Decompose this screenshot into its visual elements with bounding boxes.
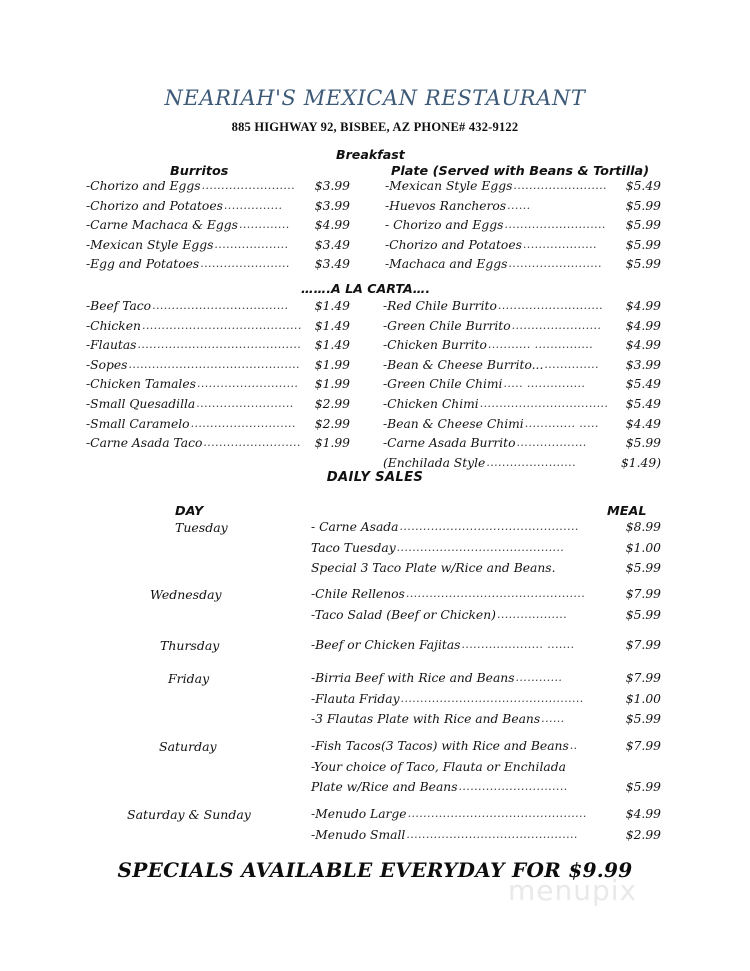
menu-item-name: -Small Quesadilla [86,396,196,411]
menu-item-price: $5.99 [625,561,661,575]
page-title: NEARIAH'S MEXICAN RESTAURANT [164,86,586,110]
dot-leader: .............................................. [407,807,587,820]
daily-sales-meal-block [311,739,661,801]
menu-item-name: -3 Flautas Plate with Rice and Beans [311,712,541,726]
menu-item-price: $5.99 [625,198,661,213]
daily-sales-meal-block [311,671,661,733]
dot-leader: ............................................ [406,827,578,841]
menu-item-name: -Red Chile Burrito [383,299,497,313]
menu-item-name: -Mexican Style Eggs [385,179,513,193]
dot-leader: ..................... ....... [461,638,575,651]
menu-item-row [311,587,661,608]
menu-item-price: $3.49 [314,237,350,252]
menu-item-name: Taco Tuesday [311,540,396,555]
menu-item-price: $3.99 [625,357,661,372]
menu-item-row [311,638,661,659]
menu-item-price: $1.00 [625,691,661,706]
menu-item-price: $4.99 [625,318,661,333]
dot-leader: ......................................... [141,318,302,332]
plate-item-list [385,179,661,277]
menu-item-price: $5.99 [625,436,661,451]
menu-item-row [383,319,661,339]
menu-item-row [311,739,661,760]
daily-sales-day-label: Wednesday [150,587,222,602]
menu-item-name: -Chicken Chimi [383,396,479,411]
menu-item-price: $5.99 [625,237,661,252]
menu-item-name: - Chorizo and Eggs [385,218,504,233]
menu-item-name: -Chile Rellenos [311,587,405,601]
dot-leader: ....................... [200,257,290,271]
menu-item-price: $4.99 [314,218,350,233]
menu-item-name: -Chorizo and Potatoes [385,237,522,252]
menu-item-name: -Your choice of Taco, Flauta or Enchilada [311,759,566,774]
menu-item-row [385,179,661,199]
dot-leader: ..... ............... [503,377,586,391]
menu-item-name: -Green Chile Burrito [383,318,511,333]
menu-item-price: $5.99 [625,780,661,794]
menu-item-name: -Huevos Rancheros [385,198,507,213]
dot-leader: ............... [223,198,283,212]
menu-item-name: -Bean & Cheese Chimi [383,416,524,431]
menu-item-name: -Egg and Potatoes [86,257,200,272]
menu-item-row [311,828,661,849]
menu-item-row [383,377,661,397]
dot-leader: .......................................... [137,338,302,352]
menu-item-name: -Carne Asada Taco [86,436,203,451]
dot-leader: ................................. [479,396,609,410]
dot-leader: ............. ..... [524,416,599,430]
menu-item-name: -Birria Beef with Rice and Beans [311,671,515,685]
menu-item-name: -Taco Salad (Beef or Chicken) [311,607,496,622]
menu-item-price: $1.99 [314,436,350,451]
daily-sales-day-label: Tuesday [175,520,228,535]
menu-item-price: $4.49 [625,416,661,431]
menu-item-name: -Beef Taco [86,299,152,313]
menu-item-name: -Mexican Style Eggs [86,237,214,252]
column-heading-plate: Plate (Served with Beans & Tortilla) [391,164,650,179]
menu-item-row [86,238,350,258]
menu-item-price: $2.99 [625,827,661,842]
column-heading-burritos: Burritos [170,164,229,179]
menu-item-price: $5.49 [625,179,661,193]
menu-item-name: -Chorizo and Eggs [86,179,201,193]
menu-item-name: -Green Chile Chimi [383,377,503,392]
menu-item-price: $1.00 [625,540,661,555]
menu-item-row [383,417,661,437]
menu-item-price: $7.99 [625,739,661,753]
column-heading-day: DAY [175,504,204,519]
menu-item-name: Plate w/Rice and Beans [311,780,458,794]
menu-item-name: - Carne Asada [311,520,399,534]
daily-sales-meal-block [311,807,661,848]
menu-item-row [385,257,661,277]
menu-item-name: -Carne Machaca & Eggs [86,218,238,233]
menu-item-name: -Bean & Cheese Burrito... [383,357,544,372]
dot-leader: ................................... [152,299,289,312]
menu-item-price: $1.49 [314,299,350,313]
menu-item-name: -Menudo Large [311,807,407,821]
dot-leader: ............ [515,671,563,684]
dot-leader: .............. [544,357,599,371]
menu-item-row [383,358,661,378]
specials-banner: SPECIALS AVAILABLE EVERYDAY FOR $9.99 [117,858,633,882]
menu-item-price: $4.99 [625,299,661,313]
menu-item-price: $7.99 [625,671,661,685]
dot-leader: ........................... [497,299,604,312]
dot-leader: ........................ [201,179,296,192]
dot-leader: ...... [541,712,565,725]
menu-item-row [383,299,661,319]
menu-item-name: (Enchilada Style [383,455,486,470]
menu-item-row [311,561,661,582]
menu-item-price: $7.99 [625,587,661,601]
dot-leader: .............................................. [399,520,579,533]
menu-item-row [385,218,661,238]
menu-item-row [86,417,350,437]
menu-item-name: -Flauta Friday [311,691,400,706]
menu-item-price: $5.99 [625,218,661,233]
menu-item-name: -Chorizo and Potatoes [86,198,223,213]
dot-leader: ................... [214,237,289,251]
dot-leader: ...... [507,198,531,212]
a-la-carta-right-list [383,299,661,475]
dot-leader: ........... ............... [487,338,594,352]
menu-item-price: $5.49 [625,377,661,392]
dot-leader: ............................ [458,780,568,793]
dot-leader: ....................... [486,455,576,469]
menu-item-row [86,397,350,417]
dot-leader: ............. [238,218,290,232]
a-la-carta-left-list [86,299,350,456]
dot-leader: ................... [522,237,597,251]
menu-item-row [86,199,350,219]
restaurant-address: 885 HIGHWAY 92, BISBEE, AZ PHONE# 432-9122 [231,120,519,134]
menu-item-row [86,377,350,397]
menu-item-price: $2.99 [314,396,350,411]
menu-item-row [383,397,661,417]
dot-leader: .......................... [196,377,299,391]
dot-leader: .............................................. [405,587,586,600]
menu-item-name: -Sopes [86,357,128,372]
menu-item-row [385,238,661,258]
section-heading-breakfast: Breakfast [336,147,405,162]
daily-sales-day-label: Friday [168,671,210,686]
dot-leader: .................. [516,436,587,450]
menu-item-name: -Beef or Chicken Fajitas [311,638,461,652]
menu-item-name: -Chicken [86,318,141,333]
daily-sales-day-label: Saturday [159,739,217,754]
dot-leader: .................. [496,607,568,621]
menu-item-row [311,520,661,541]
burritos-item-list [86,179,350,277]
menu-item-row [311,671,661,692]
menu-item-row [383,436,661,456]
menu-item-name: -Flautas [86,338,137,353]
menu-item-row [311,608,661,629]
menu-item-row [86,358,350,378]
menupix-watermark: menupix [508,874,638,907]
dot-leader: .. [569,739,578,752]
menu-item-row [311,780,661,801]
menu-item-name: Special 3 Taco Plate w/Rice and Beans. [311,561,556,575]
menu-item-row [311,541,661,562]
menu-item-name: -Carne Asada Burrito [383,436,516,451]
menu-item-name: -Chicken Tamales [86,377,196,392]
menu-item-row [311,807,661,828]
daily-sales-meal-block [311,587,661,628]
menu-item-row [385,199,661,219]
menu-item-price: $3.99 [314,179,350,193]
daily-sales-meal-block [311,520,661,582]
daily-sales-day-label: Saturday & Sunday [127,807,251,822]
menu-item-price: $3.99 [314,198,350,213]
menu-item-price: $8.99 [625,520,661,534]
menu-item-price: $4.99 [625,338,661,353]
daily-sales-meal-block [311,638,661,659]
dot-leader: ....................... [511,318,602,332]
menu-item-price: $1.49) [620,455,661,470]
menu-item-price: $5.99 [625,712,661,726]
menu-item-price: $1.49 [314,318,350,333]
menu-item-name: -Chicken Burrito [383,338,487,353]
menu-item-row [86,218,350,238]
menu-item-price: $1.99 [314,377,350,392]
menu-item-price: $1.99 [314,357,350,372]
dot-leader: ............................................... [400,691,584,705]
menu-item-row [311,692,661,713]
menu-item-row [311,760,661,781]
menu-item-price: $2.99 [314,416,350,431]
section-heading-daily-sales: DAILY SALES [326,470,424,485]
menu-item-price: $1.49 [314,338,350,353]
menu-item-row [86,338,350,358]
menu-item-row [86,436,350,456]
dot-leader: ........................................... [396,540,565,554]
dot-leader: ............................................ [128,357,300,371]
dot-leader: ........................ [508,257,602,271]
menu-item-row [383,338,661,358]
menu-item-name: -Fish Tacos(3 Tacos) with Rice and Beans [311,739,569,753]
menu-item-price: $4.99 [625,807,661,821]
menu-item-row [86,319,350,339]
menu-item-row [86,299,350,319]
menu-item-name: -Menudo Small [311,827,406,842]
menu-item-row [86,179,350,199]
menu-item-name: -Small Caramelo [86,416,190,431]
dot-leader: .......................... [504,218,606,232]
menu-item-price: $3.49 [314,257,350,272]
dot-leader: ........................... [190,416,296,430]
menu-item-price: $7.99 [625,638,661,652]
column-heading-meal: MEAL [607,504,647,519]
menu-item-price: $5.99 [625,607,661,622]
section-heading-a-la-carta: …….A LA CARTA…. [301,281,431,296]
menu-item-name: -Machaca and Eggs [385,257,508,272]
dot-leader: ......................... [196,396,294,410]
menu-item-price: $5.49 [625,396,661,411]
dot-leader: ........................ [513,179,607,192]
dot-leader: ......................... [203,436,301,450]
menu-item-price: $5.99 [625,257,661,272]
daily-sales-day-label: Thursday [160,638,220,653]
menu-item-row [86,257,350,277]
menu-item-row [311,712,661,733]
